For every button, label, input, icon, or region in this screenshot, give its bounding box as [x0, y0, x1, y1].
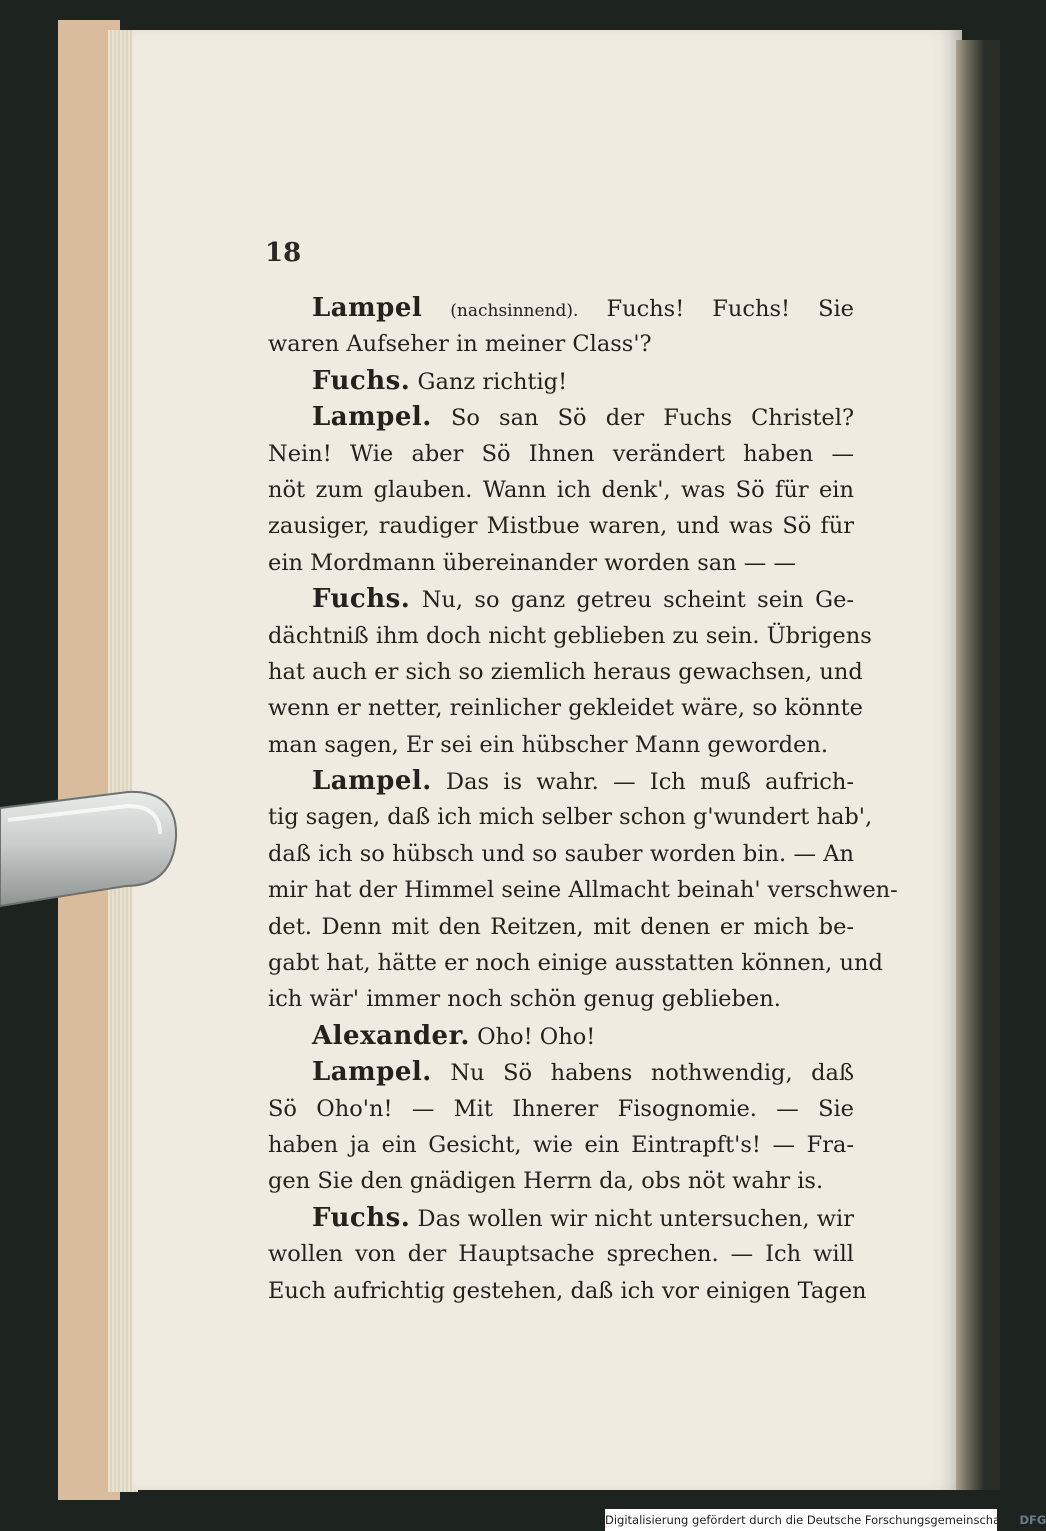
text-line	[268, 836, 854, 872]
line-text: tig sagen, daß ich mich selber schon g'wundert hab',	[268, 804, 873, 831]
credit-text: Digitalisierung gefördert durch die Deutsche Forschungsgemeinschaft	[605, 1513, 1009, 1527]
speaker-name: Lampel.	[312, 766, 432, 797]
line-text: waren Aufseher in meiner Class'?	[268, 331, 652, 358]
text-line	[268, 727, 854, 763]
speaker-name: Fuchs.	[312, 584, 411, 615]
text-line	[268, 1200, 854, 1236]
text-line	[268, 654, 863, 690]
speaker-name: Lampel.	[312, 1057, 432, 1088]
text-line	[268, 399, 854, 435]
text-line	[268, 363, 854, 399]
speaker-name: Fuchs.	[312, 1202, 411, 1233]
line-text: dächtniß ihm doch nicht geblieben zu sein. Übrigens	[268, 622, 872, 649]
speaker-name: Lampel	[312, 293, 423, 323]
text-line	[268, 1236, 854, 1272]
page-text	[268, 290, 898, 1309]
text-line	[268, 690, 863, 726]
text-line	[268, 472, 854, 508]
text-line	[268, 1127, 854, 1163]
text-line	[268, 508, 854, 544]
speaker-name: Lampel.	[312, 402, 432, 433]
book-gutter-shadow	[956, 40, 1000, 1490]
digitization-credit: Digitalisierung gefördert durch die Deutsche Forschungsgemeinschaft · DFG	[605, 1509, 997, 1531]
text-line	[268, 1273, 867, 1309]
text-line	[268, 763, 854, 799]
line-text: wenn er netter, reinlicher gekleidet wäre, so könnte	[268, 695, 863, 722]
line-text: ich wär' immer noch schön genug geblieben.	[268, 986, 781, 1013]
line-text: man sagen, Er sei ein hübscher Mann geworden.	[268, 731, 829, 758]
line-text: mir hat der Himmel seine Allmacht beinah' verschwen-	[268, 877, 898, 904]
text-line	[268, 1018, 854, 1054]
line-text: daß ich so hübsch und so sauber worden bin. — An	[268, 840, 854, 867]
line-text: Fuchs! Fuchs! Sie	[606, 296, 854, 322]
line-text: gen Sie den gnädigen Herrn da, obs nöt wahr is.	[268, 1168, 824, 1195]
line-text: hat auch er sich so ziemlich heraus gewachsen, und	[268, 658, 863, 685]
line-text: So san Sö der Fuchs Christel?	[450, 405, 855, 432]
text-line	[268, 799, 873, 835]
text-line	[268, 1163, 854, 1199]
stage-direction: (nachsinnend).	[450, 301, 579, 321]
speaker-name: Fuchs.	[312, 365, 411, 396]
text-line	[268, 618, 872, 654]
line-text: Oho! Oho!	[477, 1023, 596, 1050]
line-text: Sö Oho'n! — Mit Ihnerer Fisognomie. — Sie	[268, 1095, 854, 1122]
text-line	[268, 981, 854, 1017]
speaker-name: Alexander.	[312, 1020, 470, 1051]
text-line	[268, 872, 898, 908]
line-text: ein Mordmann übereinander worden san — —	[268, 549, 796, 576]
text-line	[268, 945, 883, 981]
text-line	[268, 290, 854, 326]
line-text: Das is wahr. — Ich muß aufrich-	[446, 769, 854, 796]
line-text: Nein! Wie aber Sö Ihnen verändert haben —	[268, 440, 854, 467]
text-line	[268, 1091, 854, 1127]
text-line	[268, 909, 854, 945]
text-line	[268, 436, 854, 472]
page-clip-icon	[0, 790, 178, 908]
text-line	[268, 1054, 854, 1090]
line-text: gabt hat, hätte er noch einige ausstatten können, und	[268, 950, 883, 977]
line-text: det. Denn mit den Reitzen, mit denen er mich be-	[268, 913, 854, 940]
line-text: haben ja ein Gesicht, wie ein Eintrapft's! — Fra-	[268, 1131, 854, 1158]
text-line	[268, 326, 854, 362]
line-text: zausiger, raudiger Mistbue waren, und was Sö für	[268, 513, 854, 540]
dfg-logo-icon: DFG	[1019, 1513, 1046, 1527]
page-number: 18	[265, 238, 302, 268]
line-text: wollen von der Hauptsache sprechen. — Ich will	[268, 1241, 854, 1268]
line-text: nöt zum glauben. Wann ich denk', was Sö für ein	[268, 476, 854, 503]
text-line	[268, 545, 854, 581]
line-text: Nu, so ganz getreu scheint sein Ge-	[421, 587, 854, 614]
line-text: Das wollen wir nicht untersuchen, wir	[417, 1205, 854, 1232]
text-line	[268, 581, 854, 617]
line-text: Ganz richtig!	[417, 368, 568, 395]
line-text: Euch aufrichtig gestehen, daß ich vor einigen Tagen	[268, 1277, 867, 1304]
line-text: Nu Sö habens nothwendig, daß	[450, 1060, 855, 1087]
